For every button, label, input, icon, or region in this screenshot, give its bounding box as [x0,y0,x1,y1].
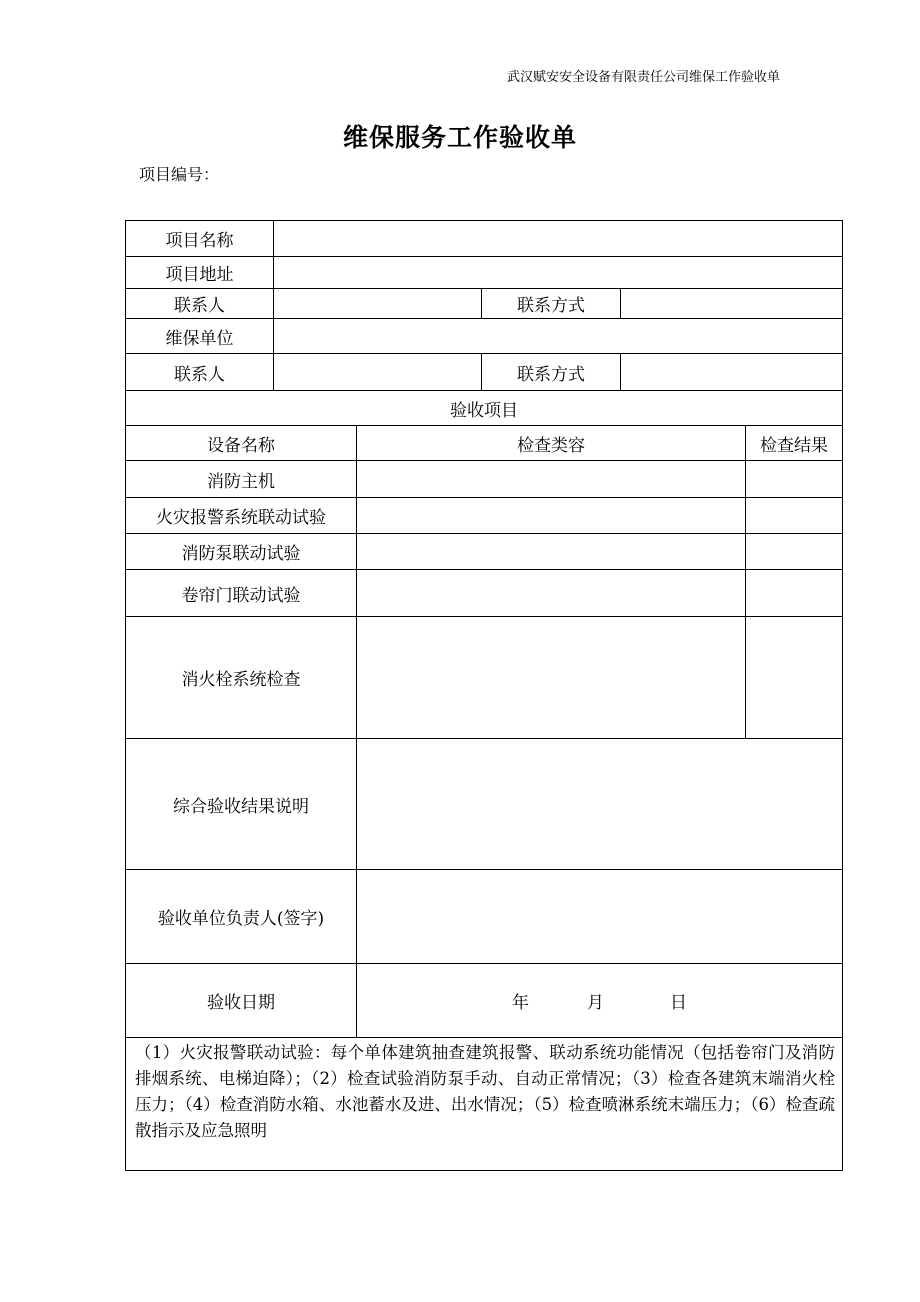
column-header-check-result: 检查结果 [760,435,828,456]
project-number-label: 项目编号： [139,165,220,184]
summary-label: 综合验收结果说明 [173,796,309,817]
item-roller-shutter-linkage: 卷帘门联动试验 [181,585,301,606]
item-fire-alarm-linkage: 火灾报警系统联动试验 [156,508,326,528]
maintenance-contact-method-field[interactable] [621,354,842,390]
item-fire-pump-linkage-content[interactable] [357,534,745,569]
maintenance-unit-label: 维保单位 [165,328,234,349]
item-fire-pump-linkage: 消防泵联动试验 [181,544,301,564]
item-hydrant-system-check: 消火栓系统检查 [181,670,301,690]
item-roller-shutter-linkage-content[interactable] [357,570,745,616]
signature-label: 验收单位负责人(签字) [157,909,325,929]
column-header-check-content: 检查类容 [517,435,585,456]
client-contact-label: 联系人 [174,296,225,316]
maintenance-contact-label: 联系人 [174,364,225,385]
maintenance-contact-method-label: 联系方式 [517,364,585,385]
acceptance-section-label: 验收项目 [450,400,518,421]
client-contact-method-label: 联系方式 [517,296,585,316]
item-fire-alarm-linkage-content[interactable] [357,498,745,533]
item-hydrant-system-check-result[interactable] [746,617,842,738]
item-fire-control-host: 消防主机 [207,471,275,492]
project-name-field[interactable] [274,221,842,256]
client-contact-method-field[interactable] [621,289,842,318]
item-hydrant-system-check-content[interactable] [357,617,745,738]
item-fire-control-host-result[interactable] [746,461,842,497]
date-day-label: 日 [670,993,687,1013]
date-year-label: 年 [512,993,529,1013]
header-note: 武汉赋安安全设备有限责任公司维保工作验收单 [506,70,780,85]
inspection-notes: （1）火灾报警联动试验：每个单体建筑抽查建筑报警、联动系统功能情况（包括卷帘门及消防排烟系统、电梯迫降）；（2）检查试验消防泵手动、自动正常情况；（3）检查各建筑末端消火栓压力；（4）检查消防水箱、水池蓄水及进、出水情况；（5）检查喷淋系统末端压力；（6）检查疏散指示及应急照明 [135,1043,835,1140]
item-fire-alarm-linkage-result[interactable] [746,498,842,533]
acceptance-date-field[interactable] [357,964,842,1037]
project-address-field[interactable] [274,257,842,288]
project-name-label: 项目名称 [165,231,234,251]
client-contact-field[interactable] [274,289,481,318]
maintenance-unit-field[interactable] [274,319,842,353]
summary-field[interactable] [357,739,842,869]
item-fire-pump-linkage-result[interactable] [746,534,842,569]
date-month-label: 月 [587,993,604,1013]
page-title: 维保服务工作验收单 [342,123,577,152]
item-roller-shutter-linkage-result[interactable] [746,570,842,616]
maintenance-contact-field[interactable] [274,354,481,390]
project-address-label: 项目地址 [165,265,234,285]
signature-field[interactable] [357,870,842,963]
column-header-equipment: 设备名称 [207,435,275,456]
item-fire-control-host-content[interactable] [357,461,745,497]
acceptance-date-label: 验收日期 [207,993,275,1013]
